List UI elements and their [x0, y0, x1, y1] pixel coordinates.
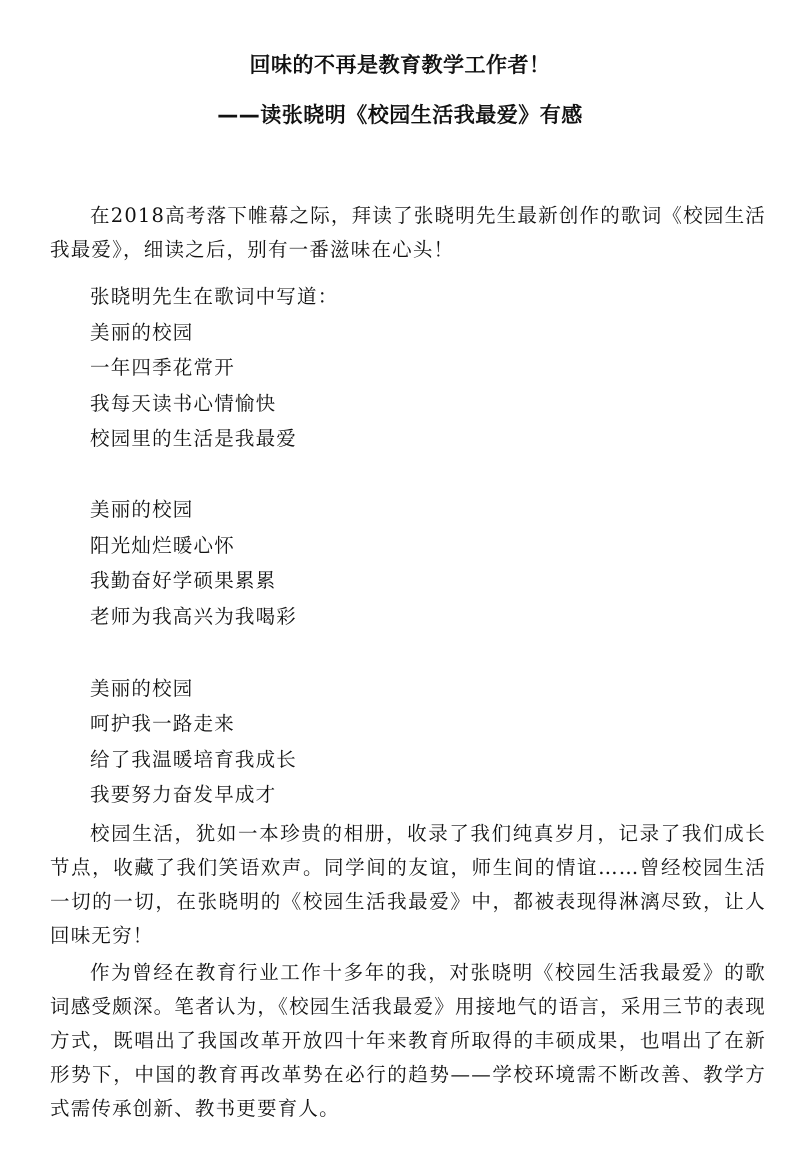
verse-1-line-3: 我每天读书心情愉快 [90, 392, 277, 415]
paragraph-3: 作为曾经在教育行业工作十多年的我，对张晓明《校园生活我最爱》的歌词感受颇深。笔者认为，《校园生活我最爱》用接地气的语言，采用三节的表现方式，既唱出了我国改革开放四十年来教育所取得的丰硕成果，也唱出了在新形势下，中国的教育再改革势在必行的趋势——学校环境需不断改善、教学方式需传承创新、教书更要育人。 [50, 961, 766, 1120]
verse-2-line-1: 美丽的校园 [90, 498, 194, 521]
verse-1-line-1: 美丽的校园 [90, 321, 194, 344]
verse-2-line-2: 阳光灿烂暖心怀 [90, 534, 235, 557]
document-title: 回味的不再是教育教学工作者！ [249, 53, 551, 77]
verse-3-line-1: 美丽的校园 [90, 677, 194, 700]
verse-1-line-2: 一年四季花常开 [90, 356, 235, 379]
verse-1-line-4: 校园里的生活是我最爱 [90, 427, 298, 450]
verse-3-line-4: 我要努力奋发早成才 [90, 783, 277, 806]
verse-3-line-2: 呵护我一路走来 [90, 712, 235, 735]
verse-3-line-3: 给了我温暖培育我成长 [90, 748, 298, 771]
document-subtitle: ——读张晓明《校园生活我最爱》有感 [217, 103, 583, 127]
paragraph-1: 在2018高考落下帷幕之际，拜读了张晓明先生最新创作的歌词《校园生活我最爱》，细读之后，别有一番滋味在心头！ [50, 204, 766, 261]
verse-2-line-4: 老师为我高兴为我喝彩 [90, 605, 298, 628]
verse-2-line-3: 我勤奋好学硕果累累 [90, 569, 277, 592]
paragraph-2: 校园生活，犹如一本珍贵的相册，收录了我们纯真岁月，记录了我们成长节点，收藏了我们笑语欢声。同学间的友谊，师生间的情谊……曾经校园生活一切的一切，在张晓明的《校园生活我最爱》中，都被表现得淋漓尽致，让人回味无穷！ [50, 822, 766, 947]
lyrics-intro: 张晓明先生在歌词中写道： [90, 285, 339, 308]
